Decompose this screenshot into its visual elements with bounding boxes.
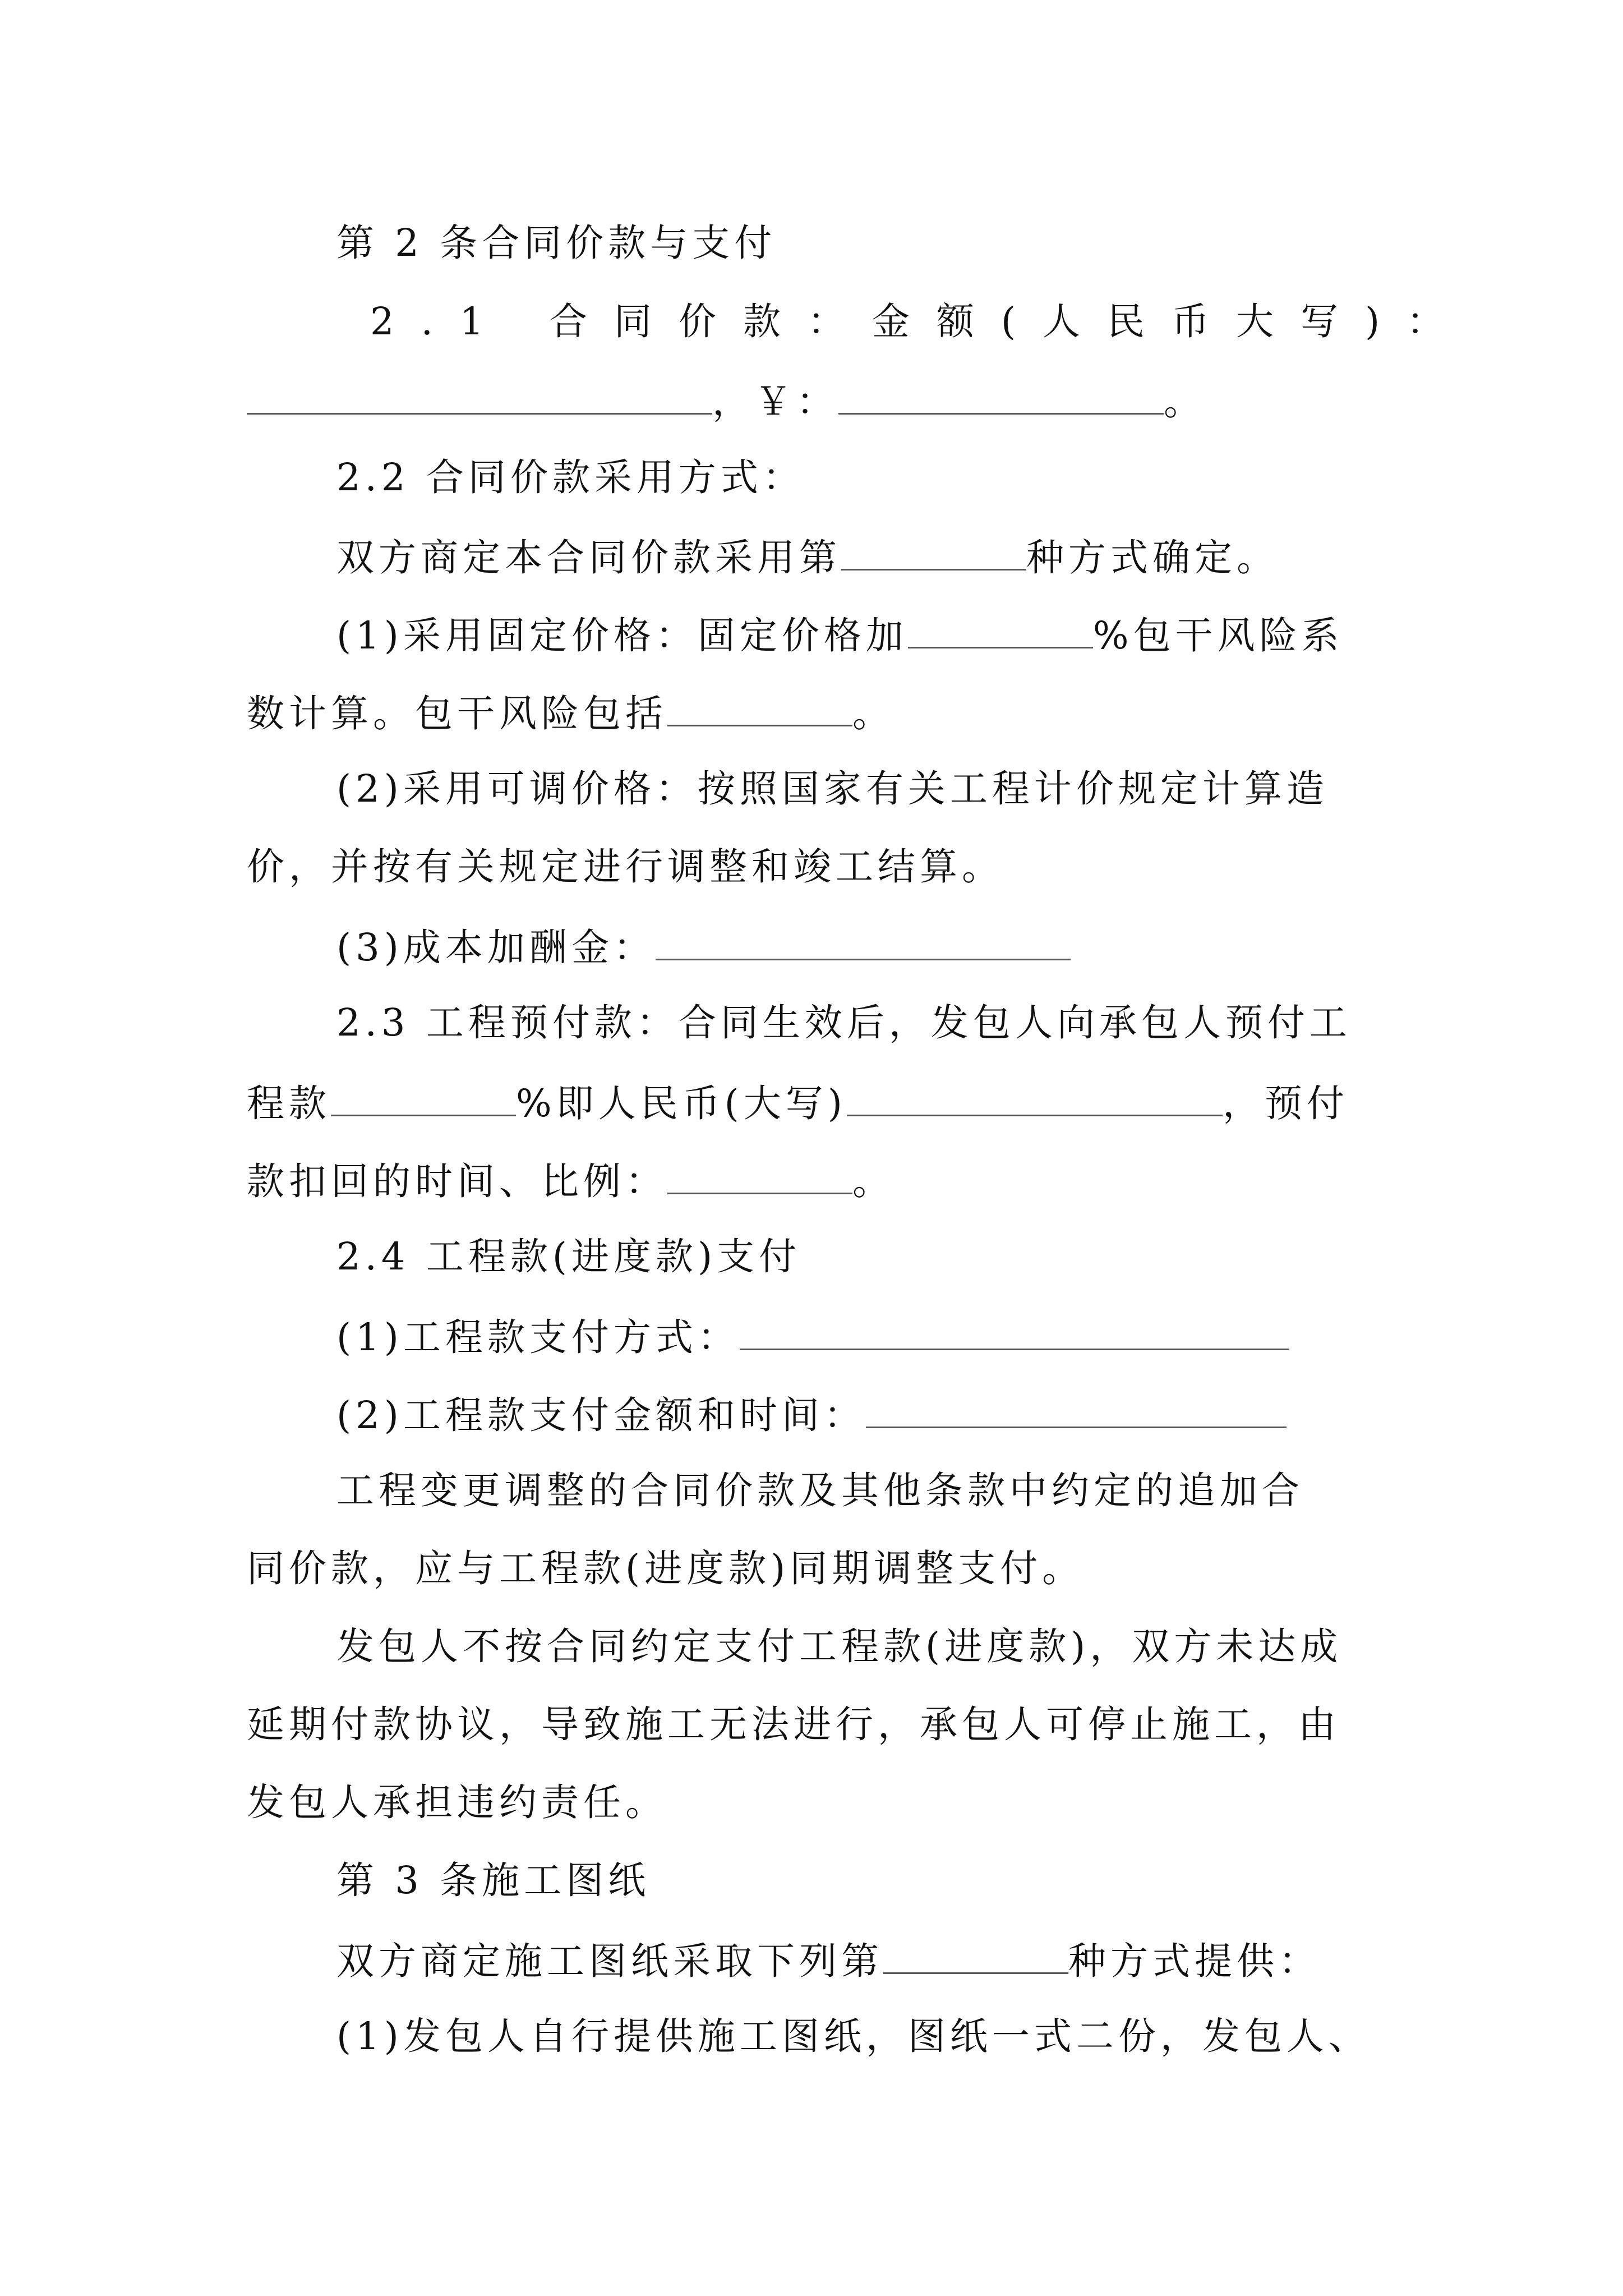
default-line-1: 发包人不按合同约定支付工程款(进度款)，双方未达成 — [336, 1625, 1343, 1668]
risk-scope-blank[interactable] — [667, 692, 852, 726]
payment-amount-label: (2)工程款支付金额和时间： — [336, 1393, 866, 1437]
drawing-method-blank[interactable] — [883, 1940, 1068, 1974]
method-1-text-c: 数计算。包干风险包括 — [247, 692, 667, 735]
payment-amount-blank[interactable] — [866, 1394, 1287, 1428]
payment-method-label: (1)工程款支付方式： — [336, 1315, 740, 1359]
default-line-2: 延期付款协议，导致施工无法进行，承包人可停止施工，由 — [247, 1703, 1340, 1746]
method-number-blank[interactable] — [841, 536, 1026, 570]
method-1-text-d: 。 — [852, 692, 895, 735]
method-2-line-2: 价，并按有关规定进行调整和竣工结算。 — [247, 845, 1004, 889]
method-3-line — [336, 926, 1071, 967]
clause-2-1-amount-line — [247, 380, 1206, 424]
advance-percent-blank[interactable] — [331, 1082, 516, 1116]
clause-2-2-text-b: 种方式确定。 — [1026, 536, 1279, 579]
clause-2-3-text-d: ，预付 — [1222, 1082, 1349, 1125]
risk-percent-blank[interactable] — [908, 614, 1093, 648]
method-1-line-2 — [247, 692, 895, 733]
clause-2-1-period: 。 — [1164, 380, 1206, 424]
article-2-heading: 第 2 条合同价款与支付 — [336, 221, 777, 265]
clause-2-1-label — [370, 300, 1472, 343]
method-1-text-a: (1)采用固定价格：固定价格加 — [336, 614, 908, 657]
method-1-line-1 — [336, 614, 1344, 655]
clause-2-2-text — [336, 536, 1279, 577]
payment-amount-line — [336, 1393, 1287, 1437]
change-line-1: 工程变更调整的合同价款及其他条款中约定的追加合 — [336, 1469, 1304, 1512]
method-2-line-1: (2)采用可调价格：按照国家有关工程计价规定计算造 — [336, 767, 1329, 811]
payment-method-blank[interactable] — [740, 1316, 1289, 1350]
clause-2-3-text-b: 程款 — [247, 1082, 331, 1125]
change-line-2: 同价款，应与工程款(进度款)同期调整支付。 — [247, 1547, 1085, 1590]
method-3-text: (3)成本加酬金： — [336, 926, 656, 969]
amount-yen-blank[interactable] — [838, 380, 1164, 415]
clause-2-2-text-a: 双方商定本合同价款采用第 — [336, 536, 841, 579]
method-1-text-b: %包干风险系 — [1092, 614, 1344, 657]
article-3-heading: 第 3 条施工图纸 — [336, 1858, 651, 1902]
clause-2-3-line-3 — [247, 1159, 895, 1203]
article-3-text — [336, 1939, 1321, 1983]
advance-amount-blank[interactable] — [847, 1082, 1223, 1116]
clause-2-4-heading: 2.4 工程款(进度款)支付 — [336, 1235, 801, 1278]
payment-method-line — [336, 1315, 1289, 1359]
deduction-schedule-blank[interactable] — [667, 1160, 852, 1194]
article-3-text-a: 双方商定施工图纸采取下列第 — [336, 1939, 883, 1983]
clause-2-3-text-f: 。 — [852, 1159, 895, 1203]
article-3-text-b: 种方式提供： — [1068, 1939, 1321, 1983]
default-line-3: 发包人承担违约责任。 — [247, 1780, 667, 1824]
clause-2-3-line-2 — [247, 1082, 1349, 1125]
clause-2-3-text-e: 款扣回的时间、比例： — [247, 1159, 667, 1203]
clause-2-3-line-1: 2.3 工程预付款：合同生效后，发包人向承包人预付工 — [336, 1001, 1352, 1045]
clause-2-2-heading: 2.2 合同价款采用方式： — [336, 455, 805, 499]
amount-words-blank[interactable] — [247, 380, 712, 415]
yen-label: ，￥： — [712, 380, 838, 424]
clause-2-3-text-c: %即人民币(大写) — [516, 1082, 847, 1125]
article-3-item-1: (1)发包人自行提供施工图纸，图纸一式二份，发包人、 — [336, 2014, 1371, 2058]
cost-plus-blank[interactable] — [656, 926, 1071, 960]
clause-2-1-text: 2.1 合同价款：金额(人民币大写)： — [370, 300, 1472, 343]
